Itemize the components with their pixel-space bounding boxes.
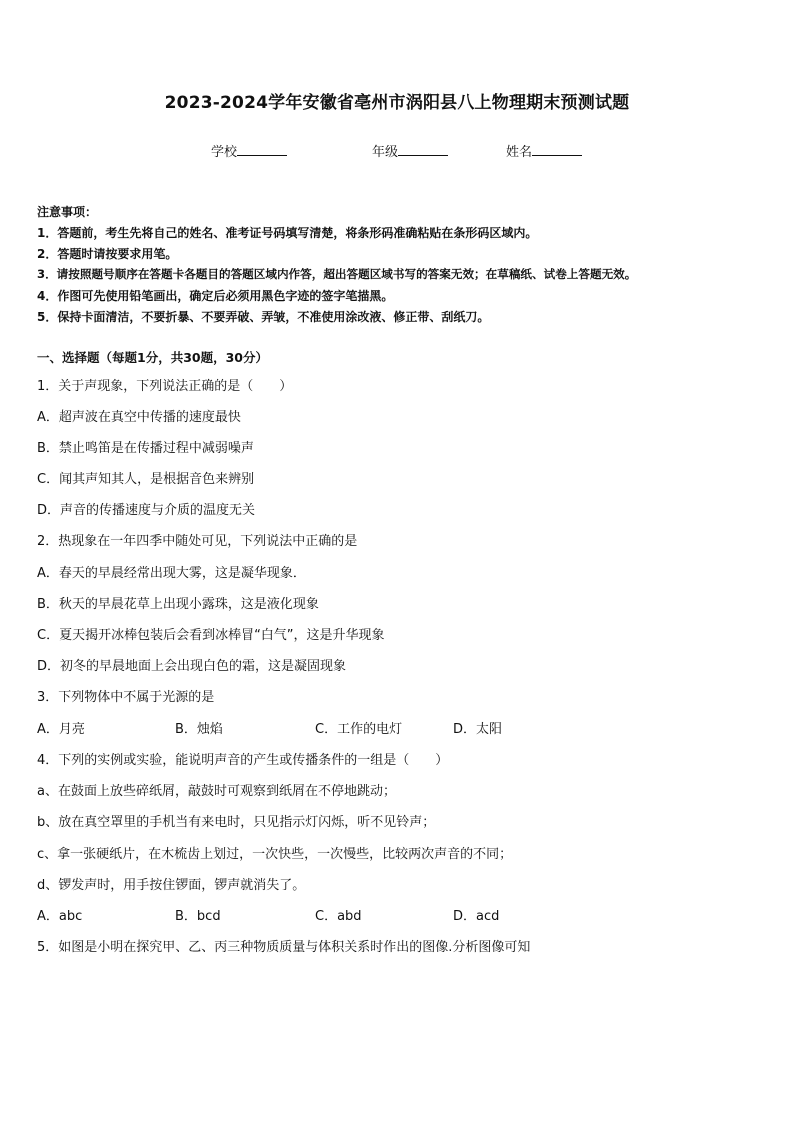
grade-label: 年级 (372, 145, 399, 160)
grade-blank[interactable] (398, 142, 448, 156)
note-item: 3．请按照题号顺序在答题卡各题目的答题区域内作答，超出答题区域书写的答案无效；在草稿纸、试卷上答题无效。 (37, 267, 637, 281)
question-4-option-d: D．acd (453, 909, 500, 924)
question-3-option-c: C．工作的电灯 (315, 722, 403, 737)
question-1-option-c: C．闻其声知其人，是根据音色来辨别 (37, 472, 255, 487)
question-5-stem: 5．如图是小明在探究甲、乙、丙三种物质质量与体积关系时作出的图像.分析图像可知 (37, 940, 531, 955)
question-4-statement-b: b、放在真空罩里的手机当有来电时，只见指示灯闪烁，听不见铃声； (37, 815, 436, 830)
note-item: 4．作图可先使用铅笔画出，确定后必须用黑色字迹的签字笔描黑。 (37, 289, 394, 303)
question-4-statement-a: a、在鼓面上放些碎纸屑，敲鼓时可观察到纸屑在不停地跳动； (37, 784, 396, 799)
question-3-option-a: A．月亮 (37, 722, 85, 737)
question-1-option-a: A．超声波在真空中传播的速度最快 (37, 410, 241, 425)
notes-heading: 注意事项： (37, 205, 98, 219)
note-item: 2．答题时请按要求用笔。 (37, 247, 178, 261)
question-2-option-a: A．春天的早晨经常出现大雾，这是凝华现象． (37, 566, 306, 581)
grade-field (372, 141, 448, 160)
question-4-stem: 4．下列的实例或实验，能说明声音的产生或传播条件的一组是（ ） (37, 753, 449, 768)
school-field (211, 141, 287, 160)
note-item: 1．答题前，考生先将自己的姓名、准考证号码填写清楚，将条形码准确粘贴在条形码区域内。 (37, 226, 538, 240)
question-4-option-b: B．bcd (175, 909, 221, 924)
question-3-option-b: B．烛焰 (175, 722, 223, 737)
note-item: 5．保持卡面清洁，不要折暴、不要弄破、弄皱，不准使用涂改液、修正带、刮纸刀。 (37, 310, 490, 324)
school-label: 学校 (211, 145, 238, 160)
name-blank[interactable] (532, 142, 582, 156)
exam-title: 2023-2024学年安徽省亳州市涡阳县八上物理期末预测试题 (164, 93, 630, 113)
school-blank[interactable] (237, 142, 287, 156)
question-2-stem: 2．热现象在一年四季中随处可见，下列说法中正确的是 (37, 534, 358, 549)
name-label: 姓名 (506, 145, 533, 160)
question-1-option-d: D．声音的传播速度与介质的温度无关 (37, 503, 256, 518)
question-2-option-c: C．夏天揭开冰棒包装后会看到冰棒冒“白气”，这是升华现象 (37, 628, 385, 643)
question-4-statement-d: d、锣发声时，用手按住锣面，锣声就消失了。 (37, 878, 306, 893)
question-4-option-c: C．abd (315, 909, 362, 924)
question-1-stem: 1．关于声现象，下列说法正确的是（ ） (37, 379, 293, 394)
name-field (506, 141, 582, 160)
question-3-option-d: D．太阳 (453, 722, 503, 737)
section-heading: 一、选择题（每题1分，共30题，30分） (37, 350, 268, 365)
question-3-stem: 3．下列物体中不属于光源的是 (37, 690, 215, 705)
question-2-option-b: B．秋天的早晨花草上出现小露珠，这是液化现象 (37, 597, 319, 612)
question-4-option-a: A．abc (37, 909, 83, 924)
question-2-option-d: D．初冬的早晨地面上会出现白色的霜，这是凝固现象 (37, 659, 347, 674)
question-4-statement-c: c、拿一张硬纸片，在木梳齿上划过，一次快些，一次慢些，比较两次声音的不同； (37, 847, 513, 862)
question-1-option-b: B．禁止鸣笛是在传播过程中减弱噪声 (37, 441, 254, 456)
